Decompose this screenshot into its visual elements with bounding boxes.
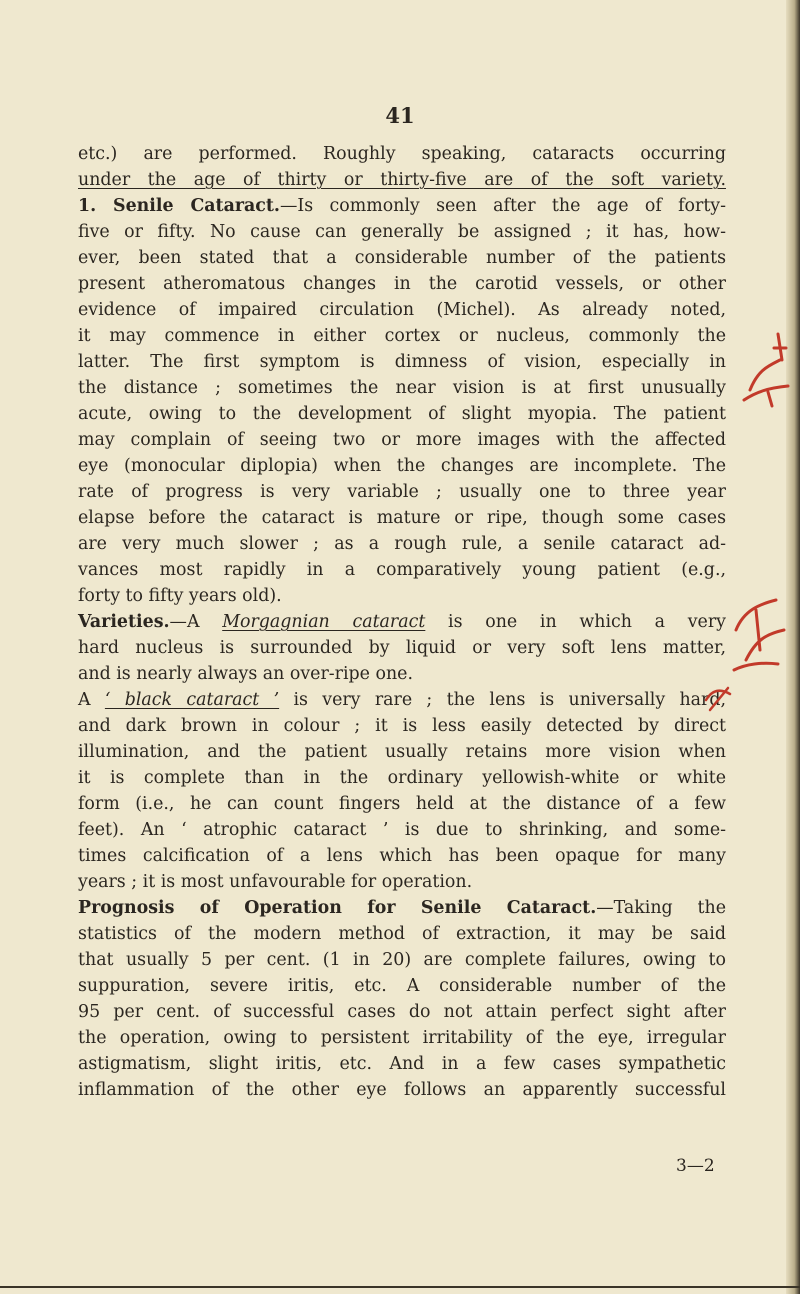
body-text	[78, 141, 726, 1103]
text-line: the operation, owing to persistent irritability of the eye, irregular	[78, 1028, 726, 1048]
page-number: 41	[385, 103, 415, 128]
term-black-cataract: ‘ black cataract ’	[104, 690, 280, 710]
bottom-rule	[0, 1286, 800, 1288]
text-line: evidence of impaired circulation (Michel). As already noted,	[78, 300, 726, 320]
text-line: etc.) are performed. Roughly speaking, cataracts occurring	[78, 144, 726, 164]
text-line: times calcification of a lens which has been opaque for many	[78, 846, 726, 866]
text-line: it may commence in either cortex or nucleus, commonly the	[78, 326, 726, 346]
text-line: and is nearly always an over-ripe one.	[78, 664, 413, 684]
section-heading-prognosis: Prognosis of Operation for Senile Cataract.	[78, 898, 597, 918]
text-line: present atheromatous changes in the carotid vessels, or other	[78, 274, 726, 294]
text-line: acute, owing to the development of slight myopia. The patient	[78, 404, 726, 424]
text-line: forty to fifty years old).	[78, 586, 282, 606]
text-line: 95 per cent. of successful cases do not attain perfect sight after	[78, 1002, 726, 1022]
text-line: rate of progress is very variable ; usually one to three year	[78, 482, 726, 502]
section-heading-senile-cataract: 1. Senile Cataract.	[78, 196, 280, 216]
text-line: Prognosis of Operation for Senile Cataract.—Taking the	[78, 898, 726, 918]
text-line: eye (monocular diplopia) when the changes are incomplete. The	[78, 456, 726, 476]
text-line: 1. Senile Cataract.—Is commonly seen after the age of forty-	[78, 196, 727, 216]
text-line: under the age of thirty or thirty-five are of the soft variety.	[78, 170, 726, 190]
text-line: A ‘ black cataract ’ is very rare ; the lens is universally hard,	[78, 690, 727, 710]
text-line: latter. The first symptom is dimness of vision, especially in	[78, 352, 726, 372]
printer-signature: 3—2	[676, 1156, 715, 1176]
section-heading-varieties: Varieties.	[78, 612, 170, 632]
margin-annotation-mark	[700, 680, 740, 720]
text-line: and dark brown in colour ; it is less easily detected by direct	[78, 716, 726, 736]
text-line: five or fifty. No cause can generally be assigned ; it has, how-	[78, 222, 726, 242]
text-line: vances most rapidly in a comparatively young patient (e.g.,	[78, 560, 726, 580]
text-line: astigmatism, slight iritis, etc. And in a few cases sympathetic	[78, 1054, 726, 1074]
text-line: illumination, and the patient usually retains more vision when	[78, 742, 726, 762]
text-line: hard nucleus is surrounded by liquid or very soft lens matter,	[78, 638, 726, 658]
text-line: ever, been stated that a considerable number of the patients	[78, 248, 726, 268]
text-line: are very much slower ; as a rough rule, a senile cataract ad-	[78, 534, 726, 554]
text-line: inflammation of the other eye follows an apparently successful	[78, 1080, 726, 1100]
text-line: years ; it is most unfavourable for operation.	[78, 872, 473, 892]
text-line: may complain of seeing two or more images with the affected	[78, 430, 726, 450]
text-line: elapse before the cataract is mature or ripe, though some cases	[78, 508, 726, 528]
margin-annotation-mark	[726, 590, 792, 680]
text-line: the distance ; sometimes the near vision is at first unusually	[78, 378, 726, 398]
text-line: suppuration, severe iritis, etc. A considerable number of the	[78, 976, 726, 996]
term-morgagnian: Morgagnian cataract	[222, 612, 426, 632]
text-line: statistics of the modern method of extraction, it may be said	[78, 924, 726, 944]
text-line: it is complete than in the ordinary yellowish-white or white	[78, 768, 726, 788]
margin-annotation-mark	[738, 330, 796, 410]
text-line: feet). An ‘ atrophic cataract ’ is due to shrinking, and some-	[78, 820, 726, 840]
text-line: that usually 5 per cent. (1 in 20) are complete failures, owing to	[78, 950, 726, 970]
text-line: Varieties.—A Morgagnian cataract is one in which a very	[78, 612, 726, 632]
text-line: form (i.e., he can count fingers held at the distance of a few	[78, 794, 726, 814]
